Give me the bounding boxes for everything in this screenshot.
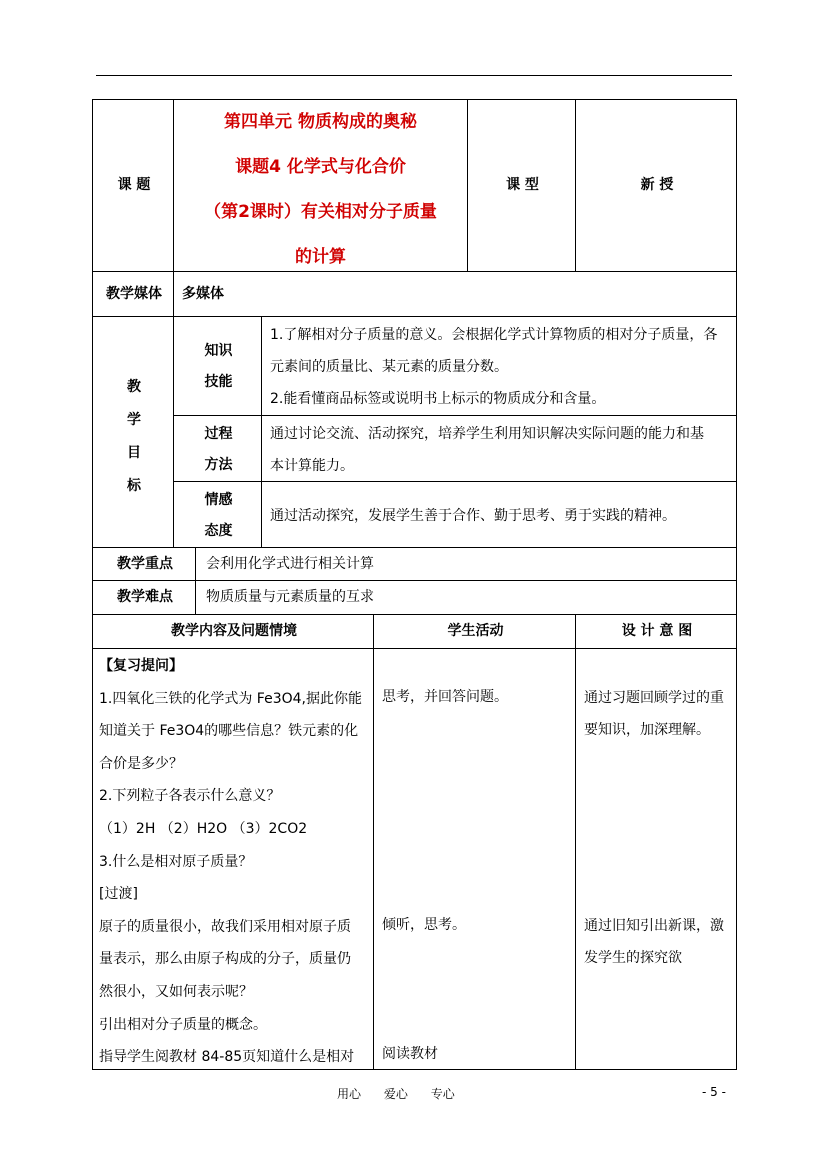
objective-label-line: 情感 <box>204 492 233 508</box>
subject-label-cell <box>92 99 174 272</box>
key-point-label: 教学重点 <box>117 556 173 572</box>
objective-text-line: 1.了解相对分子质量的意义。会根据化学式计算物质的相对分子质量，各 <box>270 327 718 343</box>
content-lines <box>99 650 362 1074</box>
objective-process-label-cell <box>173 415 262 482</box>
intent-line: 要知识，加深理解。 <box>584 722 710 738</box>
intent-line: 通过习题回顾学过的重 <box>584 690 724 706</box>
content-line: 1.四氧化三铁的化学式为 Fe3O4,据此你能 <box>99 690 362 707</box>
difficulty-value-cell <box>195 580 737 615</box>
page-number: - 5 - <box>702 1085 726 1099</box>
content-line: 3.什么是相对原子质量？ <box>99 853 253 870</box>
column-header-activity <box>373 614 576 649</box>
objective-label-line: 技能 <box>204 374 233 390</box>
title-line: 的计算 <box>295 247 346 267</box>
objective-process-text <box>270 418 704 482</box>
objective-attitude-text: 通过活动探究，发展学生善于合作、勤于思考、勇于实践的精神。 <box>270 508 676 524</box>
content-line: 原子的质量很小，故我们采用相对原子质 <box>99 918 351 935</box>
title-line: 课题4 化学式与化合价 <box>235 157 406 177</box>
column-header-intent <box>575 614 737 649</box>
subject-label: 课 题 <box>117 177 151 193</box>
content-line: 指导学生阅教材 84-85页知道什么是相对 <box>99 1049 355 1066</box>
intent-item <box>584 682 724 746</box>
objectives-label-char: 标 <box>127 478 141 494</box>
objective-process-text-cell <box>261 415 737 482</box>
title-line: （第2课时）有关相对分子质量 <box>204 202 437 222</box>
lesson-title-cell <box>173 99 468 272</box>
content-line: 引出相对分子质量的概念。 <box>99 1016 267 1033</box>
content-line: 合价是多少？ <box>99 755 183 772</box>
title-line: 第四单元 物质构成的奥秘 <box>224 112 417 132</box>
objective-attitude-label-cell <box>173 481 262 548</box>
media-value-cell <box>173 271 737 317</box>
objective-knowledge-label-cell <box>173 316 262 416</box>
objectives-label-char: 教 <box>127 379 141 395</box>
objectives-label-char: 目 <box>127 445 141 461</box>
media-label-cell <box>92 271 174 317</box>
key-point-label-cell <box>92 547 196 581</box>
column-header-content <box>92 614 374 649</box>
difficulty-label-cell <box>92 580 196 615</box>
objective-text-line: 本计算能力。 <box>270 458 354 474</box>
type-value-cell <box>575 99 737 272</box>
objective-process-label <box>174 419 263 481</box>
type-label: 课 型 <box>506 177 539 193</box>
content-line: 2.下列粒子各表示什么意义？ <box>99 788 281 805</box>
media-label: 教学媒体 <box>106 286 162 302</box>
content-line: 然很小，又如何表示呢？ <box>99 983 253 1000</box>
content-line: 知道关于 Fe3O4的哪些信息？铁元素的化 <box>99 723 359 740</box>
intent-line: 发学生的探究欲 <box>584 950 682 966</box>
objective-text-line: 2.能看懂商品标签或说明书上标示的物质成分和含量。 <box>270 391 606 407</box>
type-label-cell <box>467 99 576 272</box>
objective-attitude-text-cell <box>261 481 737 548</box>
objective-attitude-label <box>174 485 263 547</box>
type-value: 新 授 <box>640 177 674 193</box>
content-column <box>92 648 374 1070</box>
activity-column <box>373 648 576 1070</box>
objectives-label <box>93 371 175 503</box>
objectives-label-char: 学 <box>127 412 141 428</box>
column-header-label: 学生活动 <box>447 623 504 639</box>
activity-item: 阅读教材 <box>382 1046 438 1062</box>
objective-knowledge-text-cell <box>261 316 737 416</box>
objective-text-line: 通过讨论交流、活动探究，培养学生利用知识解决实际问题的能力和基 <box>270 426 704 442</box>
intent-line: 通过旧知引出新课，激 <box>584 918 724 934</box>
objective-label-line: 态度 <box>204 523 233 539</box>
column-header-label: 教学内容及问题情境 <box>171 623 297 639</box>
intent-column <box>575 648 737 1070</box>
objectives-label-cell <box>92 316 174 548</box>
footer-motto: 用心 爱心 专心 <box>337 1087 455 1101</box>
intent-item <box>584 910 724 974</box>
objective-label-line: 方法 <box>204 457 233 473</box>
activity-item: 倾听，思考。 <box>382 917 466 933</box>
column-header-label: 设 计 意 图 <box>621 623 693 639</box>
header-rule <box>96 75 732 76</box>
activity-item: 思考，并回答问题。 <box>382 689 508 705</box>
media-value: 多媒体 <box>182 286 224 302</box>
objective-text-line: 元素间的质量比、某元素的质量分数。 <box>270 359 508 375</box>
content-line: 量表示，那么由原子构成的分子，质量仍 <box>99 951 351 968</box>
objective-label-line: 过程 <box>204 426 233 442</box>
content-line: （1）2H （2）H2O （3）2CO2 <box>99 820 308 837</box>
difficulty-label: 教学难点 <box>117 589 173 605</box>
objective-label-line: 知识 <box>204 343 233 359</box>
content-heading: 【复习提问】 <box>99 658 183 674</box>
difficulty-value: 物质质量与元素质量的互求 <box>206 589 374 605</box>
lesson-title <box>174 100 467 280</box>
objective-knowledge-text <box>270 319 717 415</box>
key-point-value-cell <box>195 547 737 581</box>
objective-knowledge-label <box>174 336 263 398</box>
key-point-value: 会利用化学式进行相关计算 <box>206 556 374 572</box>
content-line: [过渡] <box>99 886 138 903</box>
